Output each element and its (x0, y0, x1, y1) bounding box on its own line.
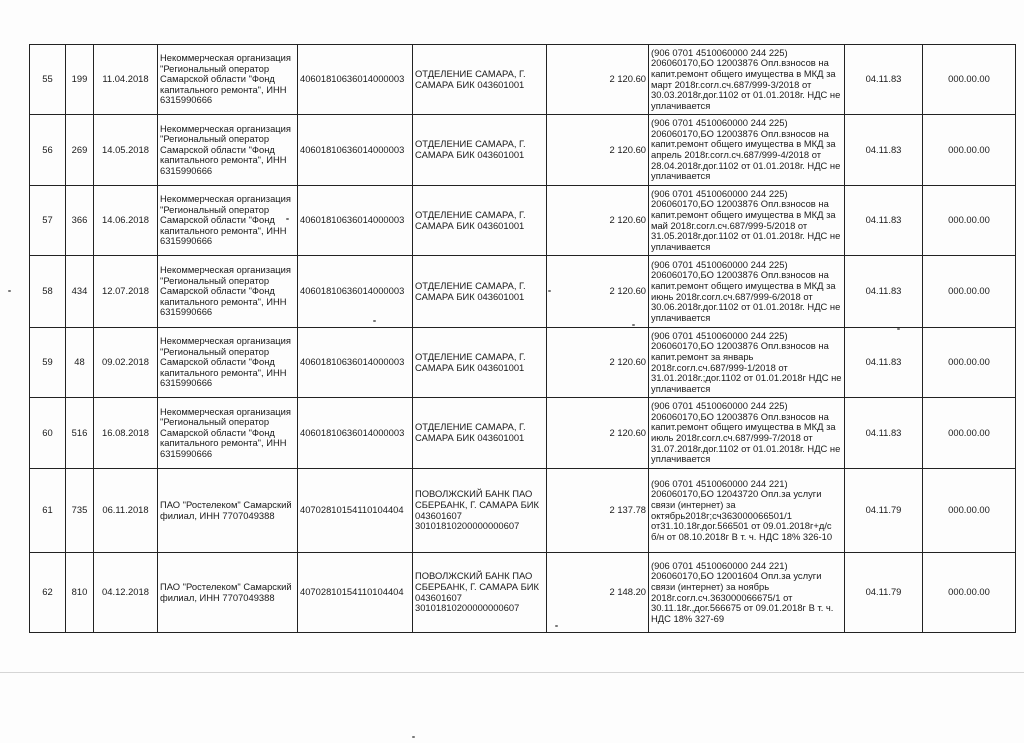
amount: 2 120.60 (547, 398, 649, 469)
document-number: 735 (66, 469, 94, 553)
amount: 2 120.60 (547, 115, 649, 186)
payment-purpose: (906 0701 4510060000 244 221) 206060170,БО 12001604 Опл.за услуги связи (интернет) за ноябрь 2018г.согл.сч.363000066675/1 от 30.11.18г.,дог.566675 от 09.01.2018г В т. ч. НДС 18% 327-69 (649, 553, 845, 633)
row-number: 61 (30, 469, 66, 553)
row-number: 58 (30, 256, 66, 328)
document-number: 269 (66, 115, 94, 186)
scan-speck (548, 290, 551, 292)
payee: Некоммерческая организация "Региональный оператор Самарской области "Фонд капитального ремонта", ИНН 6315990666 (158, 256, 298, 328)
bank: ОТДЕЛЕНИЕ САМАРА, Г. САМАРА БИК 043601001 (413, 398, 547, 469)
table-row (30, 328, 1016, 398)
bank: ОТДЕЛЕНИЕ САМАРА, Г. САМАРА БИК 043601001 (413, 256, 547, 328)
row-number: 60 (30, 398, 66, 469)
document-number: 434 (66, 256, 94, 328)
amount: 2 120.60 (547, 45, 649, 115)
payment-date: 06.11.2018 (94, 469, 158, 553)
budget-code: 04.11.83 (845, 328, 923, 398)
budget-code: 04.11.83 (845, 398, 923, 469)
bank: ПОВОЛЖСКИЙ БАНК ПАО СБЕРБАНК, Г. САМАРА БИК 043601607 30101810200000000607 (413, 553, 547, 633)
account-number: 40601810636014000003 (298, 328, 413, 398)
scan-speck (286, 218, 289, 220)
scan-speck (373, 320, 376, 322)
budget-code: 04.11.83 (845, 115, 923, 186)
amount: 2 137.78 (547, 469, 649, 553)
payee: ПАО "Ростелеком" Самарский филиал, ИНН 7707049388 (158, 553, 298, 633)
payment-date: 09.02.2018 (94, 328, 158, 398)
bank: ОТДЕЛЕНИЕ САМАРА, Г. САМАРА БИК 043601001 (413, 45, 547, 115)
code-value: 000.00.00 (923, 553, 1016, 633)
table-row (30, 45, 1016, 115)
payment-date: 16.08.2018 (94, 398, 158, 469)
payee: Некоммерческая организация "Региональный оператор Самарской области "Фонд капитального ремонта", ИНН 6315990666 (158, 115, 298, 186)
account-number: 40702810154110104404 (298, 553, 413, 633)
table-row (30, 115, 1016, 186)
payee: Некоммерческая организация "Региональный оператор Самарской области "Фонд капитального ремонта", ИНН 6315990666 (158, 398, 298, 469)
payment-date: 12.07.2018 (94, 256, 158, 328)
account-number: 40601810636014000003 (298, 256, 413, 328)
row-number: 56 (30, 115, 66, 186)
document-number: 516 (66, 398, 94, 469)
table-row (30, 186, 1016, 256)
budget-code: 04.11.83 (845, 45, 923, 115)
payee: ПАО "Ростелеком" Самарский филиал, ИНН 7707049388 (158, 469, 298, 553)
budget-code: 04.11.79 (845, 553, 923, 633)
row-number: 62 (30, 553, 66, 633)
scan-speck (8, 290, 11, 292)
account-number: 40601810636014000003 (298, 398, 413, 469)
code-value: 000.00.00 (923, 256, 1016, 328)
amount: 2 120.60 (547, 186, 649, 256)
code-value: 000.00.00 (923, 398, 1016, 469)
amount: 2 120.60 (547, 256, 649, 328)
code-value: 000.00.00 (923, 186, 1016, 256)
account-number: 40601810636014000003 (298, 186, 413, 256)
code-value: 000.00.00 (923, 45, 1016, 115)
payee: Некоммерческая организация "Региональный оператор Самарской области "Фонд капитального ремонта", ИНН 6315990666 (158, 186, 298, 256)
code-value: 000.00.00 (923, 115, 1016, 186)
row-number: 59 (30, 328, 66, 398)
budget-code: 04.11.83 (845, 186, 923, 256)
amount: 2 120.60 (547, 328, 649, 398)
document-number: 366 (66, 186, 94, 256)
payment-purpose: (906 0701 4510060000 244 225) 206060170,БО 12003876 Опл.взносов на капит.ремонт общего имущества в МКД за июль 2018г.согл.сч.687/999-7/2018 от 31.07.2018г.дог.1102 от 01.01.2018г. НДС не уплачивается (649, 398, 845, 469)
code-value: 000.00.00 (923, 328, 1016, 398)
table-row (30, 256, 1016, 328)
payment-date: 14.06.2018 (94, 186, 158, 256)
table-row (30, 469, 1016, 553)
row-number: 57 (30, 186, 66, 256)
table-row (30, 398, 1016, 469)
payment-date: 04.12.2018 (94, 553, 158, 633)
bank: ПОВОЛЖСКИЙ БАНК ПАО СБЕРБАНК, Г. САМАРА БИК 043601607 30101810200000000607 (413, 469, 547, 553)
account-number: 40601810636014000003 (298, 115, 413, 186)
scan-speck (555, 625, 558, 627)
payment-purpose: (906 0701 4510060000 244 225) 206060170,БО 12003876 Опл.взносов на капит.ремонт общего имущества в МКД за май 2018г.согл.сч.687/999-5/2018 от 31.05.2018г.дог.1102 от 01.01.2018г. НДС не уплачивается (649, 186, 845, 256)
payment-purpose: (906 0701 4510060000 244 225) 206060170,БО 12003876 Опл.взносов на капит.ремонт общего имущества в МКД за апрель 2018г.согл.сч.687/999-4/2018 от 28.04.2018г.дог.1102 от 01.01.2018г. НДС не уплачивается (649, 115, 845, 186)
bank: ОТДЕЛЕНИЕ САМАРА, Г. САМАРА БИК 043601001 (413, 328, 547, 398)
document-number: 48 (66, 328, 94, 398)
code-value: 000.00.00 (923, 469, 1016, 553)
payee: Некоммерческая организация "Региональный оператор Самарской области "Фонд капитального ремонта", ИНН 6315990666 (158, 328, 298, 398)
account-number: 40601810636014000003 (298, 45, 413, 115)
budget-code: 04.11.83 (845, 256, 923, 328)
payment-date: 14.05.2018 (94, 115, 158, 186)
payee: Некоммерческая организация "Региональный оператор Самарской области "Фонд капитального ремонта", ИНН 6315990666 (158, 45, 298, 115)
payment-purpose: (906 0701 4510060000 244 221) 206060170,БО 12043720 Опл.за услуги связи (интернет) за октябрь2018г;сч363000066501/1 от31.10.18г.дог.566501 от 09.01.2018г+д/с б/н от 08.10.2018г В т. ч. НДС 18% 326-10 (649, 469, 845, 553)
bank: ОТДЕЛЕНИЕ САМАРА, Г. САМАРА БИК 043601001 (413, 115, 547, 186)
payment-purpose: (906 0701 4510060000 244 225) 206060170,БО 12003876 Опл.взносов на капит.ремонт за январь 2018г.согл.сч.687/999-1/2018 от 31.01.2018г.;дог.1102 от 01.01.2018г НДС не уплачивается (649, 328, 845, 398)
row-number: 55 (30, 45, 66, 115)
amount: 2 148.20 (547, 553, 649, 633)
scan-speck (897, 328, 900, 330)
bank: ОТДЕЛЕНИЕ САМАРА, Г. САМАРА БИК 043601001 (413, 186, 547, 256)
document-number: 199 (66, 45, 94, 115)
page-edge (0, 672, 1024, 673)
document-number: 810 (66, 553, 94, 633)
budget-code: 04.11.79 (845, 469, 923, 553)
scan-speck (632, 324, 635, 326)
scan-speck (412, 736, 415, 738)
account-number: 40702810154110104404 (298, 469, 413, 553)
payment-purpose: (906 0701 4510060000 244 225) 206060170,БО 12003876 Опл.взносов на капит.ремонт общего имущества в МКД за март 2018г.согл.сч.687/999-3/2018 от 30.03.2018г.дог.1102 от 01.01.2018г. НДС не уплачивается (649, 45, 845, 115)
payment-date: 11.04.2018 (94, 45, 158, 115)
payments-table (29, 44, 1016, 633)
table-row (30, 553, 1016, 633)
payment-purpose: (906 0701 4510060000 244 225) 206060170,БО 12003876 Опл.взносов на капит.ремонт общего имущества в МКД за июнь 2018г.согл.сч.687/999-6/2018 от 30.06.2018г.дог.1102 от 01.01.2018г. НДС не уплачивается (649, 256, 845, 328)
